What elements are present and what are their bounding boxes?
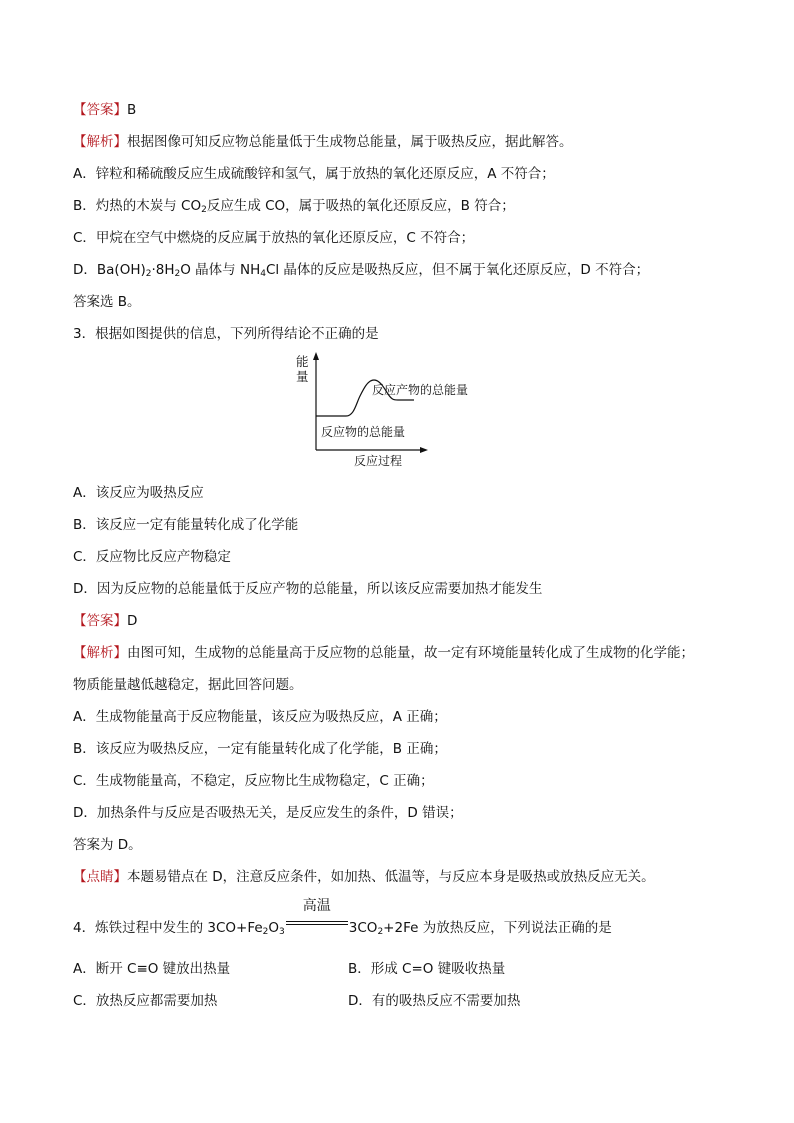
q3-answer (73, 611, 137, 631)
subscript: 3 (279, 927, 285, 937)
y-axis-arrow (313, 352, 319, 360)
q3-explain-b: B．该反应为吸热反应，一定有能量转化成了化学能，B 正确； (73, 741, 447, 757)
equals-bar (286, 924, 348, 925)
subscript: 2 (201, 205, 207, 215)
q4-option-c: C．放热反应都需要加热 (73, 993, 218, 1009)
answer-tag: 【答案】 (73, 613, 127, 629)
y-label-2: 量 (296, 369, 309, 384)
text: Cl 晶体的反应是吸热反应，但不属于氧化还原反应，D 不符合； (265, 262, 650, 278)
q2-conclusion: 答案选 B。 (73, 294, 141, 310)
x-label: 反应过程 (354, 454, 403, 468)
text: B．灼热的木炭与 CO (73, 198, 202, 214)
answer-tag: 【答案】 (73, 102, 127, 118)
q3-analysis-cont: 物质能量越低越稳定，据此回答问题。 (73, 677, 303, 693)
reactant-label: 反应物的总能量 (321, 425, 406, 439)
q3-conclusion: 答案为 D。 (73, 837, 142, 853)
q2-explain-b (73, 196, 515, 216)
text: O (268, 920, 280, 936)
answer-value: D (127, 613, 138, 629)
text: ·8H (151, 262, 175, 278)
q2-analysis (73, 132, 573, 152)
q4-stem (73, 898, 612, 938)
note-tag: 【点睛】 (73, 869, 127, 885)
q3-note (73, 867, 655, 887)
subscript: 2 (174, 269, 181, 279)
q3-option-d: D．因为反应物的总能量低于反应产物的总能量，所以该反应需要加热才能发生 (73, 581, 543, 597)
q2-explain-c: C．甲烷在空气中燃烧的反应属于放热的氧化还原反应，C 不符合； (73, 230, 475, 246)
subscript: 2 (145, 269, 152, 279)
q2-explain-a: A．锌粒和稀硫酸反应生成硫酸锌和氢气，属于放热的氧化还原反应，A 不符合； (73, 166, 555, 182)
q3-option-b: B．该反应一定有能量转化成了化学能 (73, 517, 299, 533)
q3-explain-c: C．生成物能量高，不稳定，反应物比生成物稳定，C 正确； (73, 773, 434, 789)
text: 4．炼铁过程中发生的 3CO+Fe (73, 920, 263, 936)
q2-answer (73, 100, 136, 120)
analysis-tag: 【解析】 (73, 134, 127, 150)
energy-diagram (290, 350, 469, 470)
analysis-text: 根据图像可知反应物总能量低于生成物总能量，属于吸热反应，据此解答。 (127, 134, 573, 150)
q4-option-b: B．形成 C=O 键吸收热量 (348, 961, 506, 977)
analysis-tag: 【解析】 (73, 645, 127, 661)
y-label-1: 能 (296, 354, 309, 369)
analysis-text: 由图可知，生成物的总能量高于反应物的总能量，故一定有环境能量转化成了生成物的化学能； (127, 645, 694, 661)
q3-analysis (73, 643, 694, 663)
condition-text: 高温 (302, 898, 331, 914)
subscript: 2 (377, 927, 384, 937)
q3-explain-d: D．加热条件与反应是否吸热无关，是反应发生的条件，D 错误； (73, 805, 463, 821)
note-text: 本题易错点在 D，注意反应条件，如加热、低温等，与反应本身是吸热或放热反应无关。 (127, 869, 655, 885)
q4-option-d: D．有的吸热反应不需要加热 (348, 993, 521, 1009)
text: D．Ba(OH) (73, 262, 146, 278)
text: +2Fe 为放热反应，下列说法正确的是 (383, 920, 612, 936)
q2-explain-d (73, 260, 649, 280)
product-label: 反应产物的总能量 (372, 383, 469, 397)
q4-option-a: A．断开 C≡O 键放出热量 (73, 961, 231, 977)
x-axis-arrow (420, 447, 428, 453)
text: 反应生成 CO，属于吸热的氧化还原反应，B 符合； (206, 198, 515, 214)
q3-option-a: A．该反应为吸热反应 (73, 485, 204, 501)
text: 3CO (348, 920, 378, 936)
subscript: 2 (262, 927, 269, 937)
subscript: 4 (260, 269, 266, 279)
q3-explain-a: A．生成物能量高于反应物能量，该反应为吸热反应，A 正确； (73, 709, 447, 725)
reaction-condition (286, 898, 348, 932)
equals-bar (286, 921, 348, 922)
answer-value: B (127, 102, 137, 118)
q3-option-c: C．反应物比反应产物稳定 (73, 549, 231, 565)
text: O 晶体与 NH (180, 262, 261, 278)
q3-stem: 3．根据如图提供的信息，下列所得结论不正确的是 (73, 326, 379, 342)
